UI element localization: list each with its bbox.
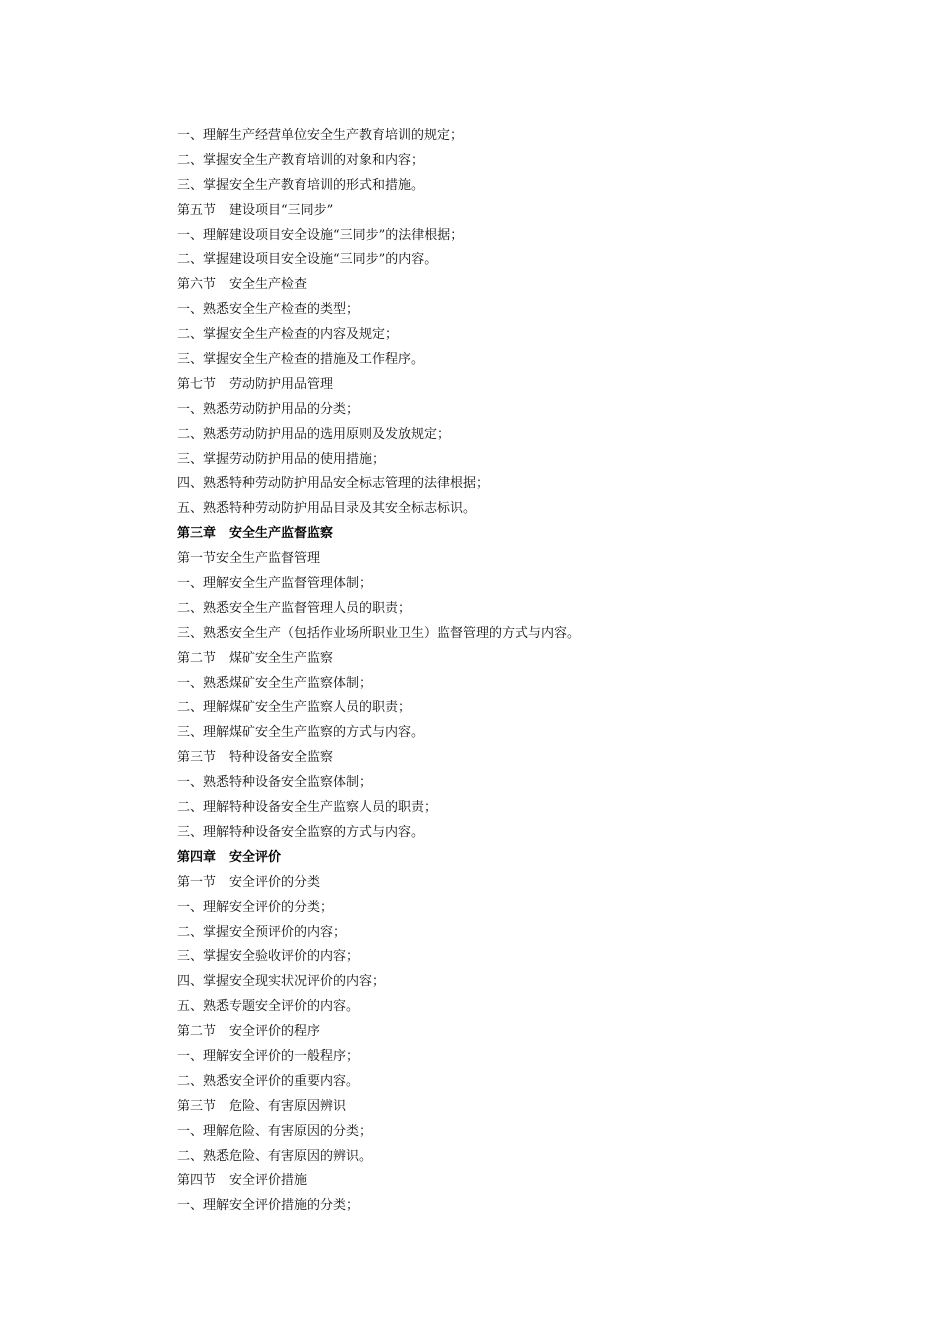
list-item: 一、理解安全生产监督管理体制；	[177, 576, 373, 592]
list-item: 一、理解危险、有害原因的分类；	[177, 1123, 373, 1139]
list-item: 三、理解特种设备安全监察的方式与内容。	[177, 824, 425, 840]
section-heading: 第四节 安全评价措施	[177, 1173, 308, 1189]
section-heading: 第一节 安全评价的分类	[177, 874, 321, 890]
list-item: 一、理解安全评价措施的分类；	[177, 1198, 360, 1214]
section-heading: 第七节 劳动防护用品管理	[177, 376, 334, 392]
list-item: 一、熟悉特种设备安全监察体制；	[177, 775, 373, 791]
section-heading: 第五节 建设项目“三同步”	[177, 202, 334, 218]
section-heading: 第三节 特种设备安全监察	[177, 750, 334, 766]
chapter-heading: 第四章 安全评价	[177, 849, 282, 865]
list-item: 三、掌握安全验收评价的内容；	[177, 949, 360, 965]
list-item: 二、理解特种设备安全生产监察人员的职责；	[177, 800, 438, 816]
list-item: 三、理解煤矿安全生产监察的方式与内容。	[177, 725, 425, 741]
list-item: 三、熟悉安全生产（包括作业场所职业卫生）监督管理的方式与内容。	[177, 625, 581, 641]
section-heading: 第二节 煤矿安全生产监察	[177, 650, 334, 666]
list-item: 二、掌握安全生产教育培训的对象和内容；	[177, 152, 425, 168]
list-item: 五、熟悉专题安全评价的内容。	[177, 999, 360, 1015]
list-item: 四、掌握安全现实状况评价的内容；	[177, 974, 386, 990]
list-item: 二、熟悉安全评价的重要内容。	[177, 1073, 360, 1089]
list-item: 一、理解安全评价的分类；	[177, 899, 334, 915]
list-item: 二、熟悉安全生产监督管理人员的职责；	[177, 600, 412, 616]
list-item: 二、掌握安全生产检查的内容及规定；	[177, 327, 399, 343]
chapter-heading: 第三章 安全生产监督监察	[177, 526, 334, 542]
list-item: 一、熟悉煤矿安全生产监察体制；	[177, 675, 373, 691]
list-item: 二、掌握建设项目安全设施“三同步”的内容。	[177, 252, 438, 268]
list-item: 二、掌握安全预评价的内容；	[177, 924, 347, 940]
list-item: 二、理解煤矿安全生产监察人员的职责；	[177, 700, 412, 716]
section-heading: 第二节 安全评价的程序	[177, 1024, 321, 1040]
list-item: 五、熟悉特种劳动防护用品目录及其安全标志标识。	[177, 501, 477, 517]
list-item: 一、理解建设项目安全设施“三同步”的法律根据；	[177, 227, 464, 243]
list-item: 三、掌握安全生产教育培训的形式和措施。	[177, 177, 425, 193]
list-item: 二、熟悉劳动防护用品的选用原则及发放规定；	[177, 426, 451, 442]
section-heading: 第六节 安全生产检查	[177, 277, 308, 293]
list-item: 一、理解生产经营单位安全生产教育培训的规定；	[177, 128, 464, 143]
list-item: 一、理解安全评价的一般程序；	[177, 1048, 360, 1064]
list-item: 一、熟悉劳动防护用品的分类；	[177, 401, 360, 417]
list-item: 一、熟悉安全生产检查的类型；	[177, 302, 360, 318]
list-item: 三、掌握安全生产检查的措施及工作程序。	[177, 352, 425, 368]
document-body	[177, 124, 877, 1219]
list-item: 二、熟悉危险、有害原因的辨识。	[177, 1148, 373, 1164]
list-item: 四、熟悉特种劳动防护用品安全标志管理的法律根据；	[177, 476, 490, 492]
section-heading: 第三节 危险、有害原因辨识	[177, 1098, 347, 1114]
section-heading: 第一节安全生产监督管理	[177, 551, 321, 567]
list-item: 三、掌握劳动防护用品的使用措施；	[177, 451, 386, 467]
